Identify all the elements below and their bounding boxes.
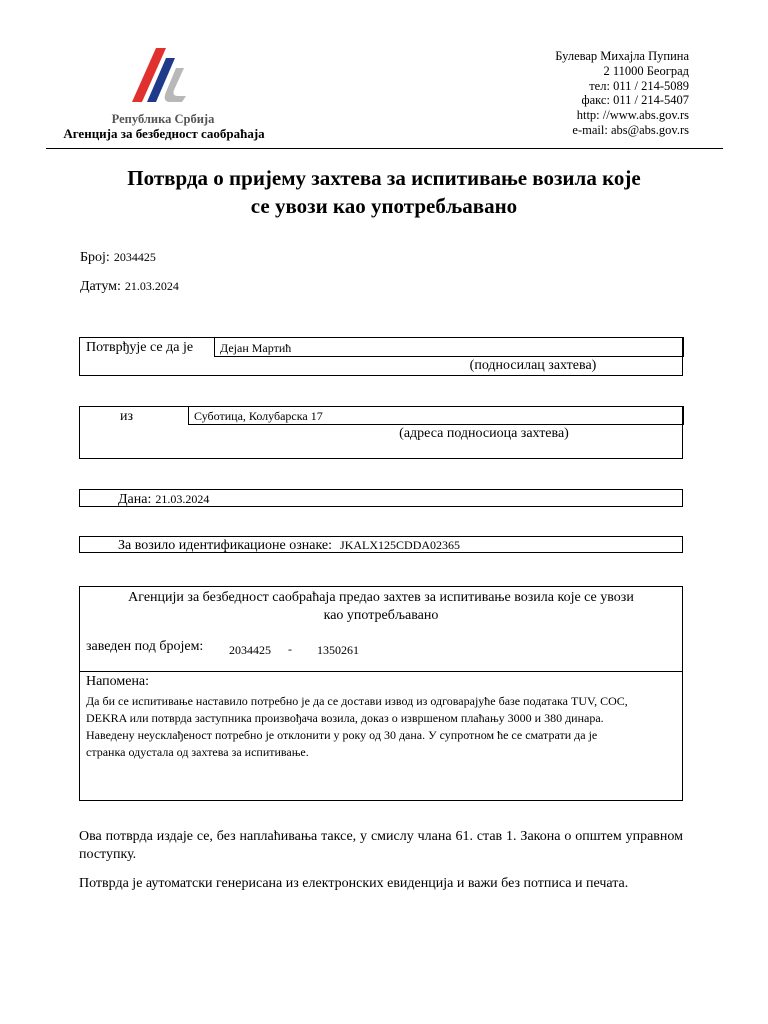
- republic-name: Република Србија: [111, 112, 215, 126]
- agency-name: Агенција за безбедност саобраћаја: [63, 126, 265, 141]
- contact-phone: тел: 011 / 214-5089: [589, 78, 689, 93]
- contact-fax: факс: 011 / 214-5407: [581, 93, 689, 108]
- contact-block: [469, 49, 689, 138]
- submission-date: [118, 490, 209, 508]
- title-line-1: Потврда о пријему захтева за испитивање возила које: [127, 166, 641, 190]
- address-value: Суботица, Колубарска 17: [194, 409, 323, 423]
- submission-date-box: [79, 489, 683, 507]
- submission-text-line-2: као употребљавано: [323, 608, 439, 623]
- registration-number-2: 1350261: [317, 643, 359, 657]
- document-title: [60, 164, 708, 220]
- document-date: [80, 277, 179, 295]
- submission-text: [80, 589, 682, 625]
- vin-value: JKALX125CDDA02365: [340, 538, 461, 552]
- vin-row: [118, 536, 460, 554]
- note-line-3: Наведену неусклађеност потребно је отклонити у року од 30 дана. У супротном ће се сматрати да је: [86, 728, 598, 742]
- registration-label: заведен под бројем:: [86, 639, 204, 654]
- contact-website: http: //www.abs.gov.rs: [576, 108, 689, 123]
- submission-box: [79, 586, 683, 672]
- applicant-label: Потврђује се да је: [86, 340, 194, 355]
- title-line-2: се увози као употребљавано: [250, 194, 518, 218]
- vin-box: [79, 536, 683, 553]
- document-date-label: Датум:: [80, 279, 121, 294]
- document-number: [80, 248, 156, 266]
- address-field: [188, 406, 684, 425]
- agency-logo-icon: [126, 46, 198, 108]
- note-line-1: Да би се испитивање наставило потребно је да се достави извод из одговарајуће базе података TUV, COC,: [86, 694, 628, 708]
- note-line-4: странка одустала од захтева за испитивање.: [86, 745, 309, 759]
- registration-number-1: 2034425: [229, 643, 271, 657]
- header-divider: [46, 148, 723, 149]
- note-text: [86, 693, 680, 761]
- submission-text-line-1: Агенцији за безбедност саобраћаја предао захтев за испитивање возила које се увози: [128, 590, 634, 605]
- note-label: Напомена:: [86, 674, 150, 689]
- footer-paragraph-2: Потврда је аутоматски генерисана из електронских евиденција и важи без потписа и печата.: [79, 876, 629, 891]
- applicant-field: [214, 337, 684, 357]
- document-number-label: Број:: [80, 250, 110, 265]
- vin-label: За возило идентификационе ознаке:: [118, 538, 333, 553]
- contact-city: 2 11000 Београд: [603, 63, 689, 78]
- address-label: из: [120, 409, 134, 424]
- note-box: [79, 671, 683, 801]
- note-line-2: DEKRA или потврда заступника произвођача возила, доказ о извршеном плаћању 3000 и 380 динара.: [86, 711, 604, 725]
- registration-separator: -: [288, 642, 292, 656]
- submission-date-label: Дана:: [118, 492, 152, 507]
- document-date-value: 21.03.2024: [124, 279, 179, 293]
- applicant-box: [79, 337, 683, 376]
- submission-date-value: 21.03.2024: [155, 492, 210, 506]
- contact-street: Булевар Михајла Пупина: [555, 49, 689, 63]
- footer-paragraph-1: Ова потврда издаје се, без наплаћивања таксе, у смислу члана 61. став 1. Закона о општем управном поступку.: [79, 829, 683, 862]
- applicant-caption: (подносилац захтева): [469, 358, 597, 373]
- document-number-value: 2034425: [113, 250, 156, 264]
- address-caption: (адреса подносиоца захтева): [399, 426, 569, 441]
- contact-email: e-mail: abs@abs.gov.rs: [572, 122, 689, 137]
- applicant-value: Дејан Мартић: [220, 341, 292, 355]
- address-box: [79, 406, 683, 459]
